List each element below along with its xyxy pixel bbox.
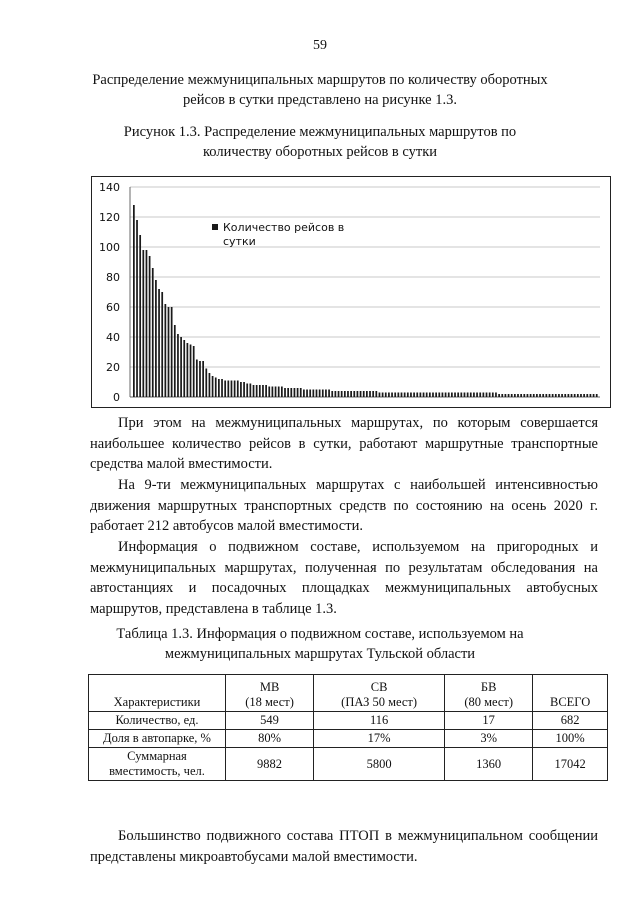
bar: [397, 393, 399, 398]
legend-label: сутки: [223, 235, 256, 248]
bar: [338, 391, 340, 397]
bar: [596, 394, 598, 397]
bar: [256, 385, 258, 397]
bar: [284, 388, 286, 397]
bar: [571, 394, 573, 397]
bar: [275, 387, 277, 398]
bar: [183, 340, 185, 397]
bar: [240, 382, 242, 397]
bar: [464, 393, 466, 398]
bar: [347, 391, 349, 397]
bar: [164, 304, 166, 397]
bar: [190, 345, 192, 398]
bar: [379, 393, 381, 398]
bar: [199, 361, 201, 397]
bar: [316, 390, 318, 398]
bar: [577, 394, 579, 397]
bar: [530, 394, 532, 397]
bar: [552, 394, 554, 397]
header-mv: [226, 675, 314, 712]
bar: [325, 390, 327, 398]
bar: [250, 384, 252, 398]
table-cell: 17042: [533, 748, 608, 781]
figure-caption: Рисунок 1.3. Распределение межмуниципальных маршрутов по количеству оборотных рейсов в сутки: [123, 124, 517, 160]
bar: [174, 325, 176, 397]
bar: [168, 307, 170, 397]
bar: [341, 391, 343, 397]
bar: [139, 235, 141, 397]
bar: [142, 250, 144, 397]
bar: [177, 334, 179, 397]
bar: [523, 394, 525, 397]
bar: [309, 390, 311, 398]
bar: [372, 391, 374, 397]
bar: [262, 385, 264, 397]
bar: [489, 393, 491, 398]
bar: [432, 393, 434, 398]
bar: [445, 393, 447, 398]
bar: [385, 393, 387, 398]
header-bv: [445, 675, 533, 712]
header-sub: (80 мест): [464, 695, 514, 709]
header-characteristics: [89, 675, 226, 712]
bar: [423, 393, 425, 398]
bar: [360, 391, 362, 397]
bar: [259, 385, 261, 397]
bar: [394, 393, 396, 398]
bar: [193, 346, 195, 397]
bar: [486, 393, 488, 398]
table-row: [89, 730, 608, 748]
bar: [429, 393, 431, 398]
bar: [366, 391, 368, 397]
bar: [505, 394, 507, 397]
row-label: Количество, ед.: [89, 712, 226, 730]
bar: [451, 393, 453, 398]
table-cell: 100%: [533, 730, 608, 748]
bar: [218, 379, 220, 397]
rolling-stock-table: [88, 674, 608, 781]
bar: [574, 394, 576, 397]
y-tick-label: 100: [99, 241, 120, 254]
bar: [187, 343, 189, 397]
chart-frame: [91, 176, 611, 408]
bar: [426, 393, 428, 398]
bar: [539, 394, 541, 397]
y-tick-label: 80: [106, 271, 120, 284]
bar: [202, 361, 204, 397]
y-tick-label: 140: [99, 181, 120, 194]
y-tick-label: 120: [99, 211, 120, 224]
bar: [470, 393, 472, 398]
paragraph-2-text: На 9-ти межмуниципальных маршрутах с наибольшей интенсивностью движения маршрутных транспортных средств по состоянию на осень 2020 г. работает 212 автобусов малой вместимости.: [90, 477, 598, 534]
bar: [353, 391, 355, 397]
bar: [410, 393, 412, 398]
bar: [514, 394, 516, 397]
bar: [357, 391, 359, 397]
bar: [155, 280, 157, 397]
bar: [297, 388, 299, 397]
bar: [196, 360, 198, 398]
bar: [498, 394, 500, 397]
y-tick-label: 60: [106, 301, 120, 314]
bar: [312, 390, 314, 398]
bar: [158, 289, 160, 397]
bar: [388, 393, 390, 398]
bar: [243, 382, 245, 397]
bar: [590, 394, 592, 397]
bar: [300, 388, 302, 397]
bar: [586, 394, 588, 397]
table-cell: 5800: [314, 748, 445, 781]
header-title: МВ: [259, 680, 280, 694]
bar: [363, 391, 365, 397]
bar: [205, 369, 207, 398]
closing-paragraph: [90, 826, 598, 867]
bar: [253, 385, 255, 397]
bar: [375, 391, 377, 397]
bar: [212, 376, 214, 397]
paragraph-3: [90, 537, 598, 619]
bar: [221, 379, 223, 397]
page-number: 59: [313, 38, 327, 53]
row-label: Доля в автопарке, %: [89, 730, 226, 748]
bar-chart: [92, 177, 610, 407]
bar: [215, 378, 217, 398]
bar: [542, 394, 544, 397]
table-cell: 682: [533, 712, 608, 730]
table-cell: 116: [314, 712, 445, 730]
bar: [555, 394, 557, 397]
bar: [549, 394, 551, 397]
bar: [527, 394, 529, 397]
bar: [442, 393, 444, 398]
table-cell: 3%: [445, 730, 533, 748]
header-title: ВСЕГО: [549, 695, 591, 709]
paragraph-1-text: При этом на межмуниципальных маршрутах, по которым совершается наибольшее количество рейсов в сутки, работают маршрутные транспортные средства малой вместимости.: [90, 415, 598, 472]
bar: [520, 394, 522, 397]
y-tick-label: 20: [106, 361, 120, 374]
bar: [382, 393, 384, 398]
paragraph-3-text: Информация о подвижном составе, используемом на пригородных и межмуниципальных маршрутах, полученная по результатам обследования на автостанциях и посадочных площадках межмуниципальных автобусных маршрутов, представлена в таблице 1.3.: [90, 539, 598, 617]
bar: [460, 393, 462, 398]
bar: [335, 391, 337, 397]
paragraph-2: [90, 475, 598, 537]
bar: [180, 337, 182, 397]
bar: [517, 394, 519, 397]
header-sv: [314, 675, 445, 712]
table-cell: 80%: [226, 730, 314, 748]
bar: [136, 220, 138, 397]
bar: [420, 393, 422, 398]
bar: [265, 385, 267, 397]
bar: [237, 381, 239, 398]
bar: [558, 394, 560, 397]
table-row: [89, 748, 608, 781]
bar: [593, 394, 595, 397]
table-cell: 17: [445, 712, 533, 730]
table-cell: 1360: [445, 748, 533, 781]
bar: [448, 393, 450, 398]
row-label: Суммарная вместимость, чел.: [89, 748, 226, 781]
bar: [483, 393, 485, 398]
table-header-row: [89, 675, 608, 712]
header-sub: (18 мест): [245, 695, 294, 709]
bar: [467, 393, 469, 398]
bar: [533, 394, 535, 397]
table-cell: 17%: [314, 730, 445, 748]
bar: [246, 384, 248, 398]
legend-swatch: [212, 224, 218, 230]
bar: [454, 393, 456, 398]
bar: [133, 205, 135, 397]
bar: [583, 394, 585, 397]
paragraph-1: [90, 413, 598, 475]
bar: [416, 393, 418, 398]
bar: [369, 391, 371, 397]
header-sub: (ПАЗ 50 мест): [341, 695, 418, 709]
bar: [457, 393, 459, 398]
bar: [234, 381, 236, 398]
bar: [564, 394, 566, 397]
bar: [508, 394, 510, 397]
lead-paragraph: Распределение межмуниципальных маршрутов по количеству оборотных рейсов в сутки представлено на рисунке 1.3.: [92, 72, 548, 108]
y-tick-label: 0: [113, 391, 120, 404]
bar: [404, 393, 406, 398]
bar: [536, 394, 538, 397]
y-tick-label: 40: [106, 331, 120, 344]
legend-label: Количество рейсов в: [223, 221, 345, 234]
bar: [322, 390, 324, 398]
header-title: СВ: [370, 680, 388, 694]
bar: [545, 394, 547, 397]
bar: [303, 390, 305, 398]
bar: [287, 388, 289, 397]
bar: [231, 381, 233, 398]
table-caption: Таблица 1.3. Информация о подвижном составе, используемом на межмуниципальных маршрутах Тульской области: [116, 626, 524, 662]
bar: [501, 394, 503, 397]
bar: [278, 387, 280, 398]
bar: [161, 292, 163, 397]
bar: [328, 390, 330, 398]
bar: [281, 387, 283, 398]
header-title: БВ: [480, 680, 497, 694]
bar: [568, 394, 570, 397]
bar: [319, 390, 321, 398]
bar: [268, 387, 270, 398]
bar: [473, 393, 475, 398]
bar: [511, 394, 513, 397]
bar: [580, 394, 582, 397]
table-row: [89, 712, 608, 730]
bar: [391, 393, 393, 398]
bar: [149, 256, 151, 397]
table-cell: 549: [226, 712, 314, 730]
closing-paragraph-text: Большинство подвижного состава ПТОП в межмуниципальном сообщении представлены микроавтобусами малой вместимости.: [90, 828, 598, 865]
bar: [435, 393, 437, 398]
bar: [476, 393, 478, 398]
bar: [224, 381, 226, 398]
bar: [479, 393, 481, 398]
table-cell: 9882: [226, 748, 314, 781]
header-total: [533, 675, 608, 712]
bar: [413, 393, 415, 398]
bar: [294, 388, 296, 397]
bar: [407, 393, 409, 398]
bar: [306, 390, 308, 398]
bar: [438, 393, 440, 398]
bar: [209, 373, 211, 397]
bar: [344, 391, 346, 397]
bar: [152, 268, 154, 397]
bar: [331, 391, 333, 397]
bar: [495, 393, 497, 398]
bar: [290, 388, 292, 397]
bar: [401, 393, 403, 398]
bar: [492, 393, 494, 398]
bar: [227, 381, 229, 398]
bar: [561, 394, 563, 397]
bar: [146, 250, 148, 397]
bar: [350, 391, 352, 397]
bar: [171, 307, 173, 397]
bar: [272, 387, 274, 398]
header-title: Характеристики: [113, 695, 201, 709]
